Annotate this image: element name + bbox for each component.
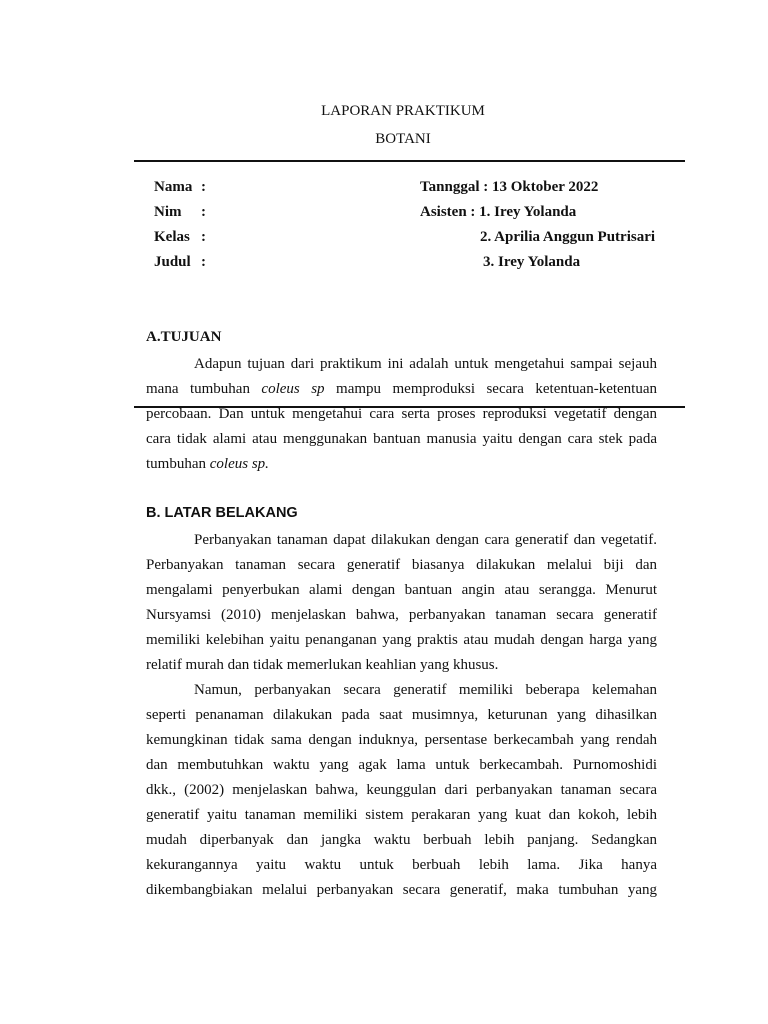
asisten-2: 2. Aprilia Anggun Putrisari [480, 229, 656, 245]
paragraph-line: dkk., (2002) menjelaskan bahwa, keunggulan dari perbanyakan tanaman secara [146, 782, 657, 798]
kelas-colon: : [201, 229, 206, 245]
paragraph-line: cara tidak alami atau menggunakan bantuan manusia yaitu dengan cara stek pada [146, 431, 657, 447]
paragraph-line: percobaan. Dan untuk mengetahui cara serta proses reproduksi vegetatif dengan [146, 406, 657, 422]
section-heading-latar-belakang: B. LATAR BELAKANG [146, 505, 298, 521]
paragraph-line: relatif murah dan tidak memerlukan keahlian yang khusus. [146, 657, 499, 673]
paragraph-line: Perbanyakan tanaman dapat dilakukan dengan cara generatif dan vegetatif. [194, 532, 657, 548]
species-name: coleus sp. [209, 456, 269, 472]
tanggal-text: Tannggal : 13 Oktober 2022 [420, 179, 599, 195]
paragraph-line: Nursyamsi (2010) menjelaskan bahwa, perbanyakan tanaman secara generatif [146, 607, 657, 623]
paragraph-line: memiliki kelebihan yaitu penanganan yang praktis atau mudah dengan harga yang [146, 632, 657, 648]
paragraph-line: Namun, perbanyakan secara generatif memiliki beberapa kelemahan [194, 682, 657, 698]
paragraph-line: seperti penanaman dilakukan pada saat musimnya, keturunan yang dihasilkan [146, 707, 657, 723]
header-divider [134, 160, 685, 162]
asisten-3: 3. Irey Yolanda [483, 254, 581, 270]
paragraph-line: Perbanyakan tanaman secara generatif biasanya dilakukan melalui biji dan [146, 557, 657, 573]
paragraph-line: Adapun tujuan dari praktikum ini adalah untuk mengetahui sampai sejauh [194, 356, 657, 372]
section-heading-tujuan: A.TUJUAN [146, 329, 222, 345]
paragraph-line: dikembangbiakan melalui perbanyakan secara generatif, maka tumbuhan yang [146, 882, 657, 898]
paragraph-line: kekurangannya yaitu waktu untuk berbuah lebih lama. Jika hanya [146, 857, 657, 873]
paragraph-line: mudah diperbanyak dan jangka waktu berbuah lebih panjang. Sedangkan [146, 832, 657, 848]
paragraph-line: mengalami penyerbukan alami dengan bantuan angin atau serangga. Menurut [146, 582, 657, 598]
paragraph-line: dan membutuhkan waktu yang agak lama untuk berkecambah. Purnomoshidi [146, 757, 657, 773]
paragraph-line: generatif yaitu tanaman memiliki sistem perakaran yang kuat dan kokoh, lebih [146, 807, 657, 823]
paragraph-line: tumbuhan coleus sp. [146, 456, 269, 472]
report-subject: BOTANI [375, 131, 431, 147]
judul-label: Judul [154, 254, 191, 270]
kelas-label: Kelas [154, 229, 190, 245]
nim-label: Nim [154, 204, 182, 220]
report-title: LAPORAN PRAKTIKUM [321, 103, 485, 119]
nama-colon: : [201, 179, 206, 195]
nim-colon: : [201, 204, 206, 220]
judul-colon: : [201, 254, 206, 270]
asisten-1: Asisten : 1. Irey Yolanda [420, 204, 577, 220]
nama-label: Nama [154, 179, 193, 195]
paragraph-line: kemungkinan tidak sama dengan induknya, persentase berkecambah yang rendah [146, 732, 657, 748]
paragraph-line: mana tumbuhan coleus sp mampu memproduksi secara ketentuan-ketentuan [146, 381, 657, 397]
species-name: coleus sp [261, 381, 325, 397]
